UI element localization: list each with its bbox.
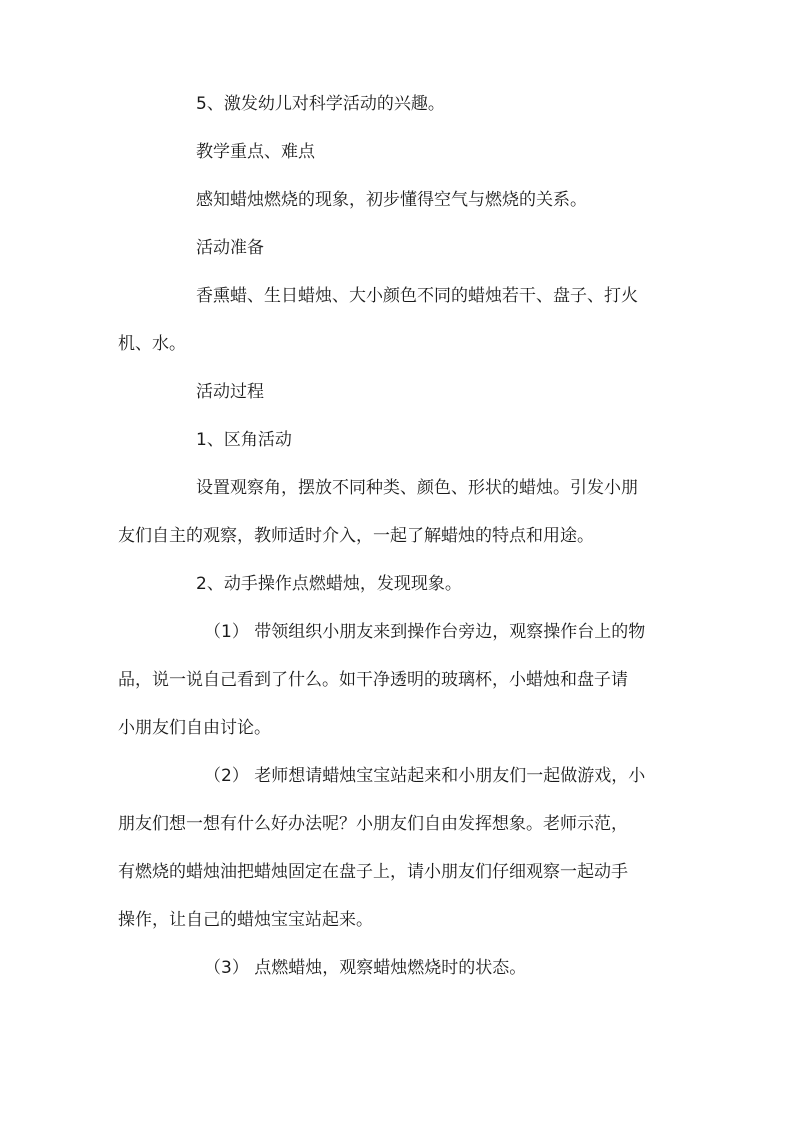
paragraph-sub-2-line1: （2） 老师想请蜡烛宝宝站起来和小朋友们一起做游戏，小 bbox=[204, 766, 646, 786]
heading-step-2: 2、动手操作点燃蜡烛，发现现象。 bbox=[196, 574, 462, 594]
heading-process: 活动过程 bbox=[196, 382, 264, 402]
paragraph-step-1-line1: 设置观察角，摆放不同种类、颜色、形状的蜡烛。引发小朋 bbox=[196, 478, 638, 498]
paragraph-preparation-line1: 香熏蜡、生日蜡烛、大小颜色不同的蜡烛若干、盘子、打火 bbox=[196, 286, 638, 306]
paragraph-goal-5: 5、激发幼儿对科学活动的兴趣。 bbox=[196, 94, 445, 114]
paragraph-step-1-line2: 友们自主的观察，教师适时介入，一起了解蜡烛的特点和用途。 bbox=[118, 526, 594, 546]
paragraph-sub-2-line4: 操作，让自己的蜡烛宝宝站起来。 bbox=[118, 910, 373, 930]
paragraph-key-points: 感知蜡烛燃烧的现象，初步懂得空气与燃烧的关系。 bbox=[196, 190, 587, 210]
heading-step-1: 1、区角活动 bbox=[196, 430, 292, 450]
paragraph-sub-1-line2: 品，说一说自己看到了什么。如干净透明的玻璃杯，小蜡烛和盘子请 bbox=[118, 670, 628, 690]
paragraph-preparation-line2: 机、水。 bbox=[118, 334, 186, 354]
paragraph-sub-1-line1: （1） 带领组织小朋友来到操作台旁边，观察操作台上的物 bbox=[204, 622, 646, 642]
paragraph-sub-3-line1: （3） 点燃蜡烛，观察蜡烛燃烧时的状态。 bbox=[204, 958, 527, 978]
document-body bbox=[118, 92, 678, 980]
heading-key-points: 教学重点、难点 bbox=[196, 142, 315, 162]
paragraph-sub-1-line3: 小朋友们自由讨论。 bbox=[118, 718, 271, 738]
paragraph-sub-2-line3: 有燃烧的蜡烛油把蜡烛固定在盘子上，请小朋友们仔细观察一起动手 bbox=[118, 862, 628, 882]
heading-preparation: 活动准备 bbox=[196, 238, 264, 258]
paragraph-sub-2-line2: 朋友们想一想有什么好办法呢？小朋友们自由发挥想象。老师示范， bbox=[118, 814, 628, 834]
